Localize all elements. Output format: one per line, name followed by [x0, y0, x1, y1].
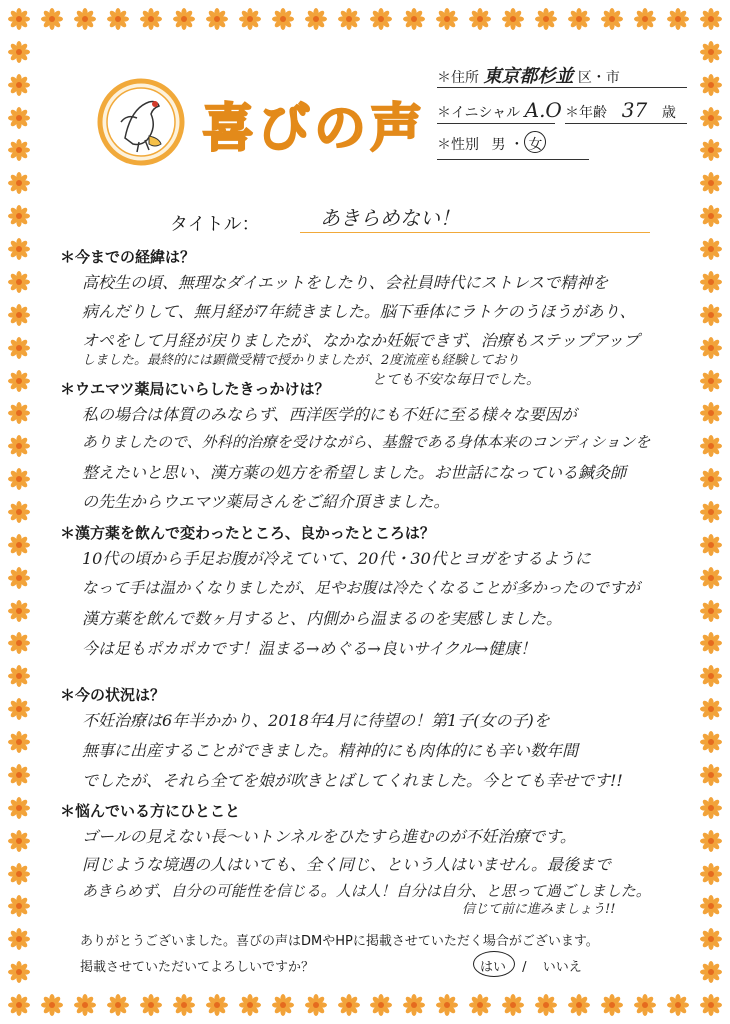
flower-icon [700, 468, 722, 490]
title-row [170, 206, 460, 236]
flower-icon [601, 994, 623, 1016]
crane-logo-icon [97, 78, 185, 166]
section-text-line: の先生からウエマツ薬局さんをご紹介頂きました。 [82, 492, 450, 511]
gender-sep: ・ [509, 137, 524, 153]
flower-icon [74, 994, 96, 1016]
section-heading: ＊悩んでいる方にひとこと [60, 802, 241, 820]
flower-icon [272, 994, 294, 1016]
section-text-line: 不妊治療は6年半かかり、2018年4月に待望の！第1子(女の子)を [82, 711, 550, 730]
gender-label: ＊性別 [437, 137, 479, 153]
section-text-line: 私の場合は体質のみならず、西洋医学的にも不妊に至る様々な要因が [82, 405, 577, 424]
flower-icon [700, 304, 722, 326]
gender-female-label: 女 [528, 137, 543, 153]
section-text-line: 今は足もポカポカです！温まる→めぐる→良いサイクル→健康！ [82, 639, 537, 658]
flower-icon [700, 830, 722, 852]
age-value: 37 [621, 98, 648, 122]
flower-icon [107, 8, 129, 30]
flower-icon [8, 435, 30, 457]
flower-icon [403, 994, 425, 1016]
flower-icon [700, 271, 722, 293]
flower-icon [8, 731, 30, 753]
initial-value: A.O [524, 98, 562, 122]
flower-icon [667, 994, 689, 1016]
consent-yes [480, 956, 506, 975]
flower-icon [601, 8, 623, 30]
section-text-line: 高校生の頃、無理なダイエットをしたり、会社員時代にストレスで精神を [82, 273, 609, 292]
flower-icon [700, 961, 722, 983]
flower-icon [568, 8, 590, 30]
flower-icon [338, 994, 360, 1016]
flower-icon [700, 205, 722, 227]
flower-icon [700, 928, 722, 950]
flower-icon [305, 994, 327, 1016]
consent-yes-label: はい [480, 960, 507, 975]
flower-icon [272, 8, 294, 30]
flower-icon [8, 238, 30, 260]
flower-icon [700, 74, 722, 96]
flower-icon [469, 994, 491, 1016]
section-text-line: 無事に出産することができました。精神的にも肉体的にも辛い数年間 [82, 741, 579, 760]
flower-icon [239, 994, 261, 1016]
flower-icon [535, 8, 557, 30]
flower-icon [305, 8, 327, 30]
flower-icon [74, 8, 96, 30]
flower-icon [8, 205, 30, 227]
section-heading: ＊漢方薬を飲んで変わったところ、良かったところは？ [60, 524, 435, 542]
flower-icon [700, 764, 722, 786]
flower-icon [700, 238, 722, 260]
section-text-line: しました。最終的には顕微受精で授かりましたが、2度流産も経験しており [82, 353, 520, 368]
flower-icon [700, 567, 722, 589]
testimonial-form [52, 48, 680, 978]
flower-icon [700, 41, 722, 63]
section-text-line: あきらめず、自分の可能性を信じる。人は人！自分は自分、と思って過ごしました。 [82, 882, 651, 900]
flower-icon [8, 665, 30, 687]
flower-icon [700, 107, 722, 129]
flower-icon [700, 600, 722, 622]
gender-male: 男 [491, 137, 506, 153]
flower-icon [8, 698, 30, 720]
age-label: ＊年齢 [565, 105, 607, 121]
consent-options [480, 956, 582, 975]
gender-female [528, 134, 542, 154]
flower-icon [436, 994, 458, 1016]
consent-sep: / [522, 960, 527, 975]
flower-icon [8, 895, 30, 917]
initial-label: ＊イニシャル [437, 105, 521, 121]
flower-icon [8, 468, 30, 490]
address-label: ＊住所 [437, 70, 479, 86]
flower-icon [8, 600, 30, 622]
address-row [437, 62, 687, 92]
flower-icon [8, 863, 30, 885]
flower-icon [173, 8, 195, 30]
flower-icon [8, 567, 30, 589]
page-title: 喜びの声 [202, 99, 427, 159]
consent-circle-mark [473, 951, 515, 977]
flower-icon [700, 731, 722, 753]
section-text-line: でしたが、それら全てを娘が吹きとばしてくれました。今とても幸せです!! [82, 771, 623, 790]
flower-icon [8, 172, 30, 194]
flower-icon [140, 8, 162, 30]
flower-icon [8, 304, 30, 326]
flower-icon [403, 8, 425, 30]
flower-icon [140, 994, 162, 1016]
flower-icon [700, 895, 722, 917]
flower-icon [700, 172, 722, 194]
flower-icon [8, 501, 30, 523]
flower-icon [8, 764, 30, 786]
address-value: 東京都杉並 [483, 66, 574, 87]
flower-icon [8, 961, 30, 983]
flower-icon [370, 8, 392, 30]
flower-icon [700, 797, 722, 819]
flower-icon [634, 8, 656, 30]
flower-icon [700, 994, 722, 1016]
gender-circle-mark [524, 131, 546, 153]
flower-icon [206, 994, 228, 1016]
section-heading: ＊今の状況は？ [60, 686, 166, 704]
flower-icon [8, 74, 30, 96]
title-label: タイトル： [170, 214, 260, 235]
section-text-line: オペをして月経が戻りましたが、なかなか妊娠できず、治療もステップアップ [82, 331, 640, 350]
flower-icon [8, 534, 30, 556]
flower-icon [239, 8, 261, 30]
section-text-line: ゴールの見えない長〜いトンネルをひたすら進むのが不妊治療です。 [82, 827, 576, 846]
section-text-line: 同じような境遇の人はいても、全く同じ、という人はいません。最後まで [82, 855, 611, 874]
section-text-line: 病んだりして、無月経が7年続きました。脳下垂体にラトケのうほうがあり、 [82, 302, 636, 321]
flower-icon [8, 8, 30, 30]
flower-icon [436, 8, 458, 30]
flower-icon [8, 994, 30, 1016]
address-suffix: 区・市 [577, 70, 620, 86]
flower-icon [8, 370, 30, 392]
flower-icon [700, 8, 722, 30]
flower-icon [8, 41, 30, 63]
footer-note: ありがとうございました。喜びの声はDMやHPに掲載させていただく場合がございます。 [80, 934, 599, 949]
flower-icon [634, 994, 656, 1016]
flower-icon [8, 797, 30, 819]
section-text-line: 10代の頃から手足お腹が冷えていて、20代・30代とヨガをするように [82, 549, 591, 568]
flower-icon [700, 370, 722, 392]
flower-icon [502, 8, 524, 30]
flower-icon [700, 402, 722, 424]
section-text-line: 信じて前に進みましょう!! [462, 902, 616, 917]
section-heading: ＊ウエマツ薬局にいらしたきっかけは？ [60, 380, 330, 398]
flower-icon [8, 928, 30, 950]
flower-icon [173, 994, 195, 1016]
gender-row [437, 134, 589, 164]
section-heading: ＊今までの経緯は？ [60, 248, 196, 266]
flower-icon [370, 994, 392, 1016]
consent-no: いいえ [542, 960, 582, 975]
initial-row [437, 98, 562, 128]
flower-icon [107, 994, 129, 1016]
flower-icon [667, 8, 689, 30]
flower-icon [700, 534, 722, 556]
age-row [565, 98, 687, 128]
flower-icon [700, 665, 722, 687]
flower-icon [8, 402, 30, 424]
title-value: あきらめない！ [300, 202, 650, 233]
age-suffix: 歳 [661, 105, 676, 121]
flower-icon [8, 337, 30, 359]
flower-icon [206, 8, 228, 30]
flower-icon [8, 830, 30, 852]
flower-icon [502, 994, 524, 1016]
flower-icon [8, 107, 30, 129]
flower-icon [41, 994, 63, 1016]
flower-icon [338, 8, 360, 30]
section-text-line: 漢方薬を飲んで数ヶ月すると、内側から温まるのを実感しました。 [82, 609, 563, 628]
footer-question: 掲載させていただいてよろしいですか？ [80, 960, 315, 975]
flower-icon [469, 8, 491, 30]
section-text-line: なって手は温かくなりましたが、足やお腹は冷たくなることが多かったのですが [82, 579, 641, 597]
flower-icon [700, 139, 722, 161]
flower-icon [535, 994, 557, 1016]
flower-icon [700, 337, 722, 359]
flower-icon [8, 139, 30, 161]
section-text-line: ありましたので、外科的治療を受けながら、基盤である身体本来のコンディションを [82, 433, 651, 451]
flower-icon [700, 501, 722, 523]
section-text-line: 整えたいと思い、漢方薬の処方を希望しました。お世話になっている鍼灸師 [82, 463, 627, 482]
flower-icon [700, 632, 722, 654]
flower-icon [700, 698, 722, 720]
flower-icon [700, 863, 722, 885]
flower-icon [700, 435, 722, 457]
flower-icon [8, 632, 30, 654]
flower-icon [568, 994, 590, 1016]
section-text-line: とても不安な毎日でした。 [372, 372, 540, 388]
flower-icon [8, 271, 30, 293]
flower-icon [41, 8, 63, 30]
